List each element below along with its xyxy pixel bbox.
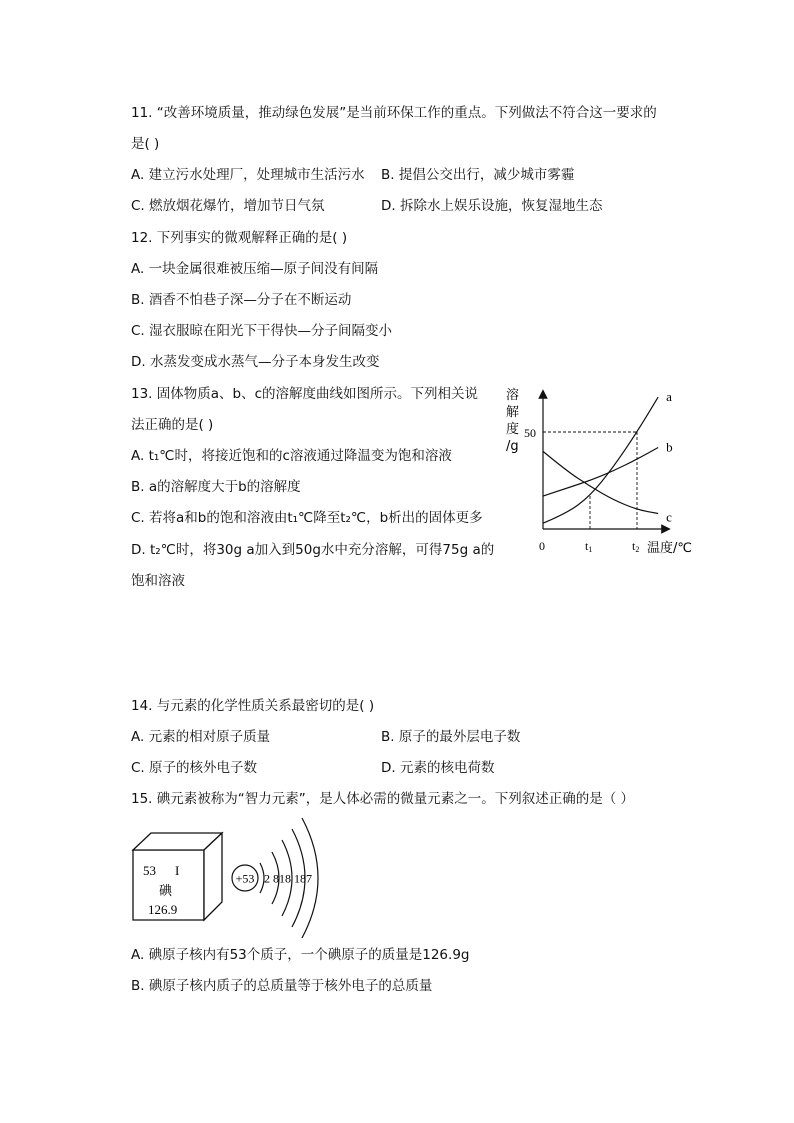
q15-option-a: A. 碘原子核内有53个质子，一个碘原子的质量是126.9g	[131, 947, 470, 963]
iodine-atom-structure-diagram	[228, 812, 338, 944]
q11-option-b: B. 提倡公交出行，减少城市雾霾	[381, 167, 575, 183]
q13-option-c: C. 若将a和b的饱和溶液由t₁℃降至t₂℃，b析出的固体更多	[131, 510, 483, 526]
card-atomic-number: 53	[143, 863, 156, 878]
y-axis-title-char: /g	[506, 439, 519, 454]
x-tick-label-t2: t2	[632, 539, 640, 554]
iodine-element-card	[128, 830, 228, 926]
q14-option-b: B. 原子的最外层电子数	[381, 729, 521, 745]
q14-stem: 14. 与元素的化学性质关系最密切的是( )	[131, 698, 375, 714]
y-tick-label-50: 50	[524, 426, 536, 440]
q15-option-b: B. 碘原子核内质子的总质量等于核外电子的总质量	[131, 978, 433, 994]
series-label-b: b	[666, 439, 673, 455]
series-label-a: a	[666, 389, 672, 405]
q14-option-d: D. 元素的核电荷数	[381, 760, 495, 776]
q14-option-a: A. 元素的相对原子质量	[131, 729, 271, 745]
series-curve-a	[543, 397, 658, 523]
series-label-c: c	[666, 509, 672, 525]
y-axis-title-char: 解	[506, 405, 520, 420]
q13-option-d-line1: D. t₂℃时，将30g a加入到50g水中充分溶解，可得75g a的	[131, 542, 495, 558]
q14-option-c: C. 原子的核外电子数	[131, 760, 258, 776]
q12-option-d: D. 水蒸发变成水蒸气—分子本身发生改变	[131, 354, 380, 370]
q12-option-c: C. 湿衣服晾在阳光下干得快—分子间隔变小	[131, 323, 393, 339]
q11-option-c: C. 燃放烟花爆竹，增加节日气氛	[131, 198, 325, 214]
q11-option-d: D. 拆除水上娱乐设施，恢复湿地生态	[381, 198, 603, 214]
solubility-chart	[500, 382, 700, 562]
x-axis-title: 温度/℃	[647, 541, 692, 556]
q11-stem-line2: 是( )	[131, 136, 160, 152]
y-axis-title-char: 溶	[506, 388, 520, 403]
shell-electron-counts: 2 818 187	[264, 871, 312, 886]
origin-label: 0	[539, 539, 545, 553]
q12-stem: 12. 下列事实的微观解释正确的是( )	[131, 230, 348, 246]
card-atomic-mass: 126.9	[148, 902, 178, 917]
q12-option-a: A. 一块金属很难被压缩—原子间没有间隔	[131, 261, 379, 277]
q13-stem-line1: 13. 固体物质a、b、c的溶解度曲线如图所示。下列相关说	[131, 386, 479, 402]
q13-option-d-line2: 饱和溶液	[131, 573, 185, 589]
card-element-name: 碘	[159, 884, 173, 899]
card-symbol: I	[175, 863, 180, 878]
q13-option-a: A. t₁℃时，将接近饱和的c溶液通过降温变为饱和溶液	[131, 448, 452, 464]
q12-option-b: B. 酒香不怕巷子深—分子在不断运动	[131, 292, 352, 308]
q15-stem: 15. 碘元素被称为“智力元素”，是人体必需的微量元素之一。下列叙述正确的是（ ）	[131, 791, 635, 807]
q11-stem-line1: 11. “改善环境质量，推动绿色发展”是当前环保工作的重点。下列做法不符合这一要求的	[131, 105, 657, 121]
series-curve-b	[543, 448, 658, 497]
q11-option-a: A. 建立污水处理厂，处理城市生活污水	[131, 167, 365, 183]
q13-stem-line2: 法正确的是( )	[131, 417, 214, 433]
q13-option-b: B. a的溶解度大于b的溶解度	[131, 479, 301, 495]
x-tick-label-t1: t1	[585, 539, 593, 554]
y-axis-title-char: 度	[506, 422, 520, 437]
nucleus-charge: +53	[235, 871, 255, 886]
